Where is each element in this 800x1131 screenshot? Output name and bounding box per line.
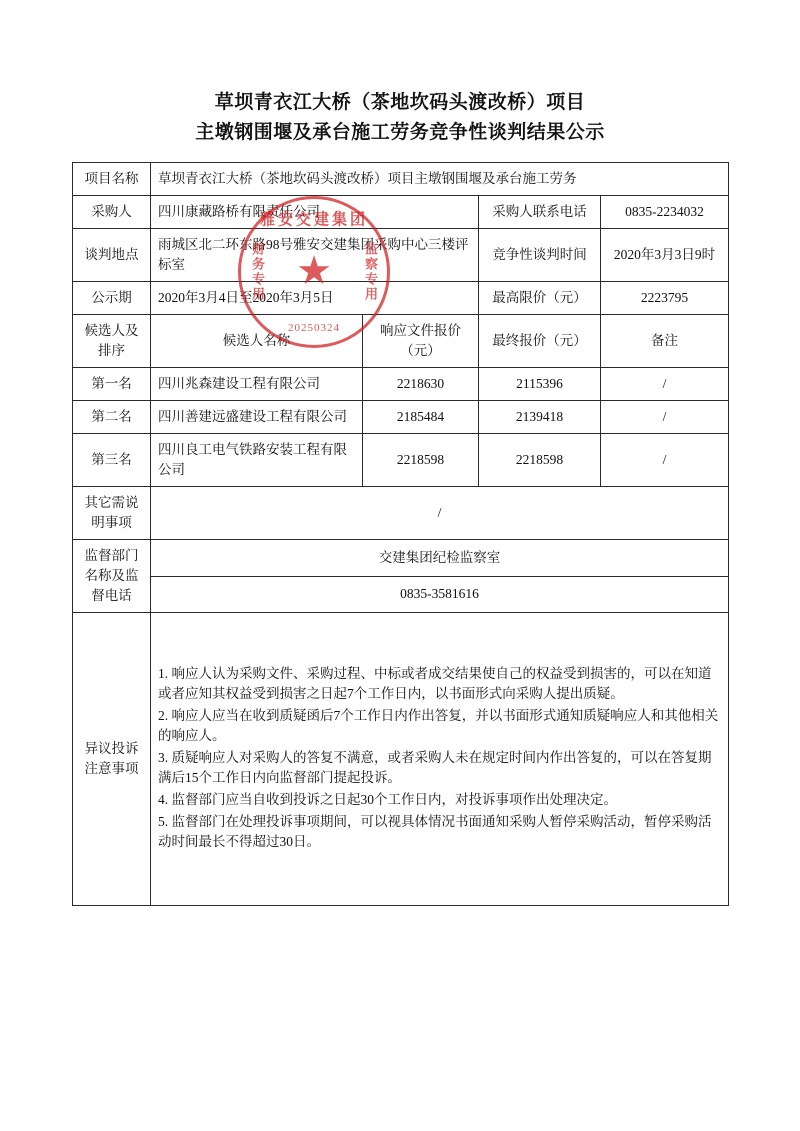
negotiation-time-value: 2020年3月3日9时 [601, 229, 729, 282]
negotiation-place-value: 雨城区北二环东路98号雅安交建集团采购中心三楼评标室 [151, 229, 479, 282]
candidate-final-price: 2139418 [479, 401, 601, 434]
seal-bottom-text: 20250324 [288, 322, 340, 334]
objection-item: 1. 响应人认为采购文件、采购过程、中标或者成交结果使自己的权益受到损害的，可以在知道或者应知其权益受到损害之日起7个工作日内，以书面形式向采购人提出质疑。 [158, 666, 712, 701]
purchaser-phone-value: 0835-2234032 [601, 196, 729, 229]
remark-label: 备注 [601, 315, 729, 368]
objection-item: 2. 响应人应当在收到质疑函后7个工作日内作出答复，并以书面形式通知质疑响应人和其他相关的响应人。 [158, 708, 719, 743]
objection-item: 5. 监督部门在处理投诉事项期间，可以视具体情况书面通知采购人暂停采购活动，暂停采购活动时间最长不得超过30日。 [158, 814, 712, 849]
response-price-label: 响应文件报价（元） [363, 315, 479, 368]
objection-item: 4. 监督部门应当自收到投诉之日起30个工作日内，对投诉事项作出处理决定。 [158, 792, 617, 807]
table-row [73, 368, 729, 401]
candidate-rank: 第三名 [73, 434, 151, 487]
table-row [73, 163, 729, 196]
publicity-period-value: 2020年3月4日至2020年3月5日 [151, 282, 479, 315]
table-row [73, 434, 729, 487]
supervision-phone: 0835-3581616 [151, 576, 729, 613]
table-row [73, 540, 729, 577]
seal-left-text: 财务专用 [250, 242, 265, 302]
table-row [73, 229, 729, 282]
table-row [73, 401, 729, 434]
supervision-label: 监督部门名称及监督电话 [73, 540, 151, 613]
candidate-final-price: 2115396 [479, 368, 601, 401]
candidate-rank: 第一名 [73, 368, 151, 401]
supervision-dept: 交建集团纪检监察室 [151, 540, 729, 577]
publicity-period-label: 公示期 [73, 282, 151, 315]
page-title-line2: 主墩钢围堰及承台施工劳务竞争性谈判结果公示 [195, 122, 605, 143]
purchaser-phone-label: 采购人联系电话 [479, 196, 601, 229]
purchaser-label: 采购人 [73, 196, 151, 229]
seal-right-text: 监察专用 [363, 242, 378, 302]
objection-body [151, 613, 729, 906]
max-price-value: 2223795 [601, 282, 729, 315]
candidate-name: 四川良工电气铁路安装工程有限公司 [151, 434, 363, 487]
candidate-rank: 第二名 [73, 401, 151, 434]
candidate-remark: / [601, 401, 729, 434]
table-row [73, 613, 729, 906]
candidate-response-price: 2218630 [363, 368, 479, 401]
page-title-line1: 草坝青衣江大桥（茶地坎码头渡改桥）项目 [214, 92, 586, 113]
seal-star-icon: ★ [296, 248, 332, 294]
final-price-label: 最终报价（元） [479, 315, 601, 368]
negotiation-place-label: 谈判地点 [73, 229, 151, 282]
table-row [73, 282, 729, 315]
project-name-value: 草坝青衣江大桥（茶地坎码头渡改桥）项目主墩钢围堰及承台施工劳务 [151, 163, 729, 196]
candidate-final-price: 2218598 [479, 434, 601, 487]
max-price-label: 最高限价（元） [479, 282, 601, 315]
table-row [73, 487, 729, 540]
negotiation-time-label: 竞争性谈判时间 [479, 229, 601, 282]
objection-item: 3. 质疑响应人对采购人的答复不满意，或者采购人未在规定时间内作出答复的，可以在答复期满后15个工作日内向监督部门提起投诉。 [158, 750, 712, 785]
other-notes-value: / [151, 487, 729, 540]
table-header-row [73, 315, 729, 368]
page-title [0, 88, 800, 148]
candidate-response-price: 2185484 [363, 401, 479, 434]
project-name-label: 项目名称 [73, 163, 151, 196]
purchaser-value: 四川康藏路桥有限责任公司 [151, 196, 479, 229]
candidate-remark: / [601, 434, 729, 487]
candidate-remark: / [601, 368, 729, 401]
candidate-name: 四川善建远盛建设工程有限公司 [151, 401, 363, 434]
table-row [73, 576, 729, 613]
seal-top-text: 雅安交建集团 [259, 211, 368, 229]
candidate-name: 四川兆森建设工程有限公司 [151, 368, 363, 401]
candidate-response-price: 2218598 [363, 434, 479, 487]
table-row [73, 196, 729, 229]
other-notes-label: 其它需说明事项 [73, 487, 151, 540]
result-table [72, 162, 729, 906]
candidate-name-label: 候选人名称 [151, 315, 363, 368]
objection-label: 异议投诉注意事项 [73, 613, 151, 906]
candidate-rank-label: 候选人及排序 [73, 315, 151, 368]
